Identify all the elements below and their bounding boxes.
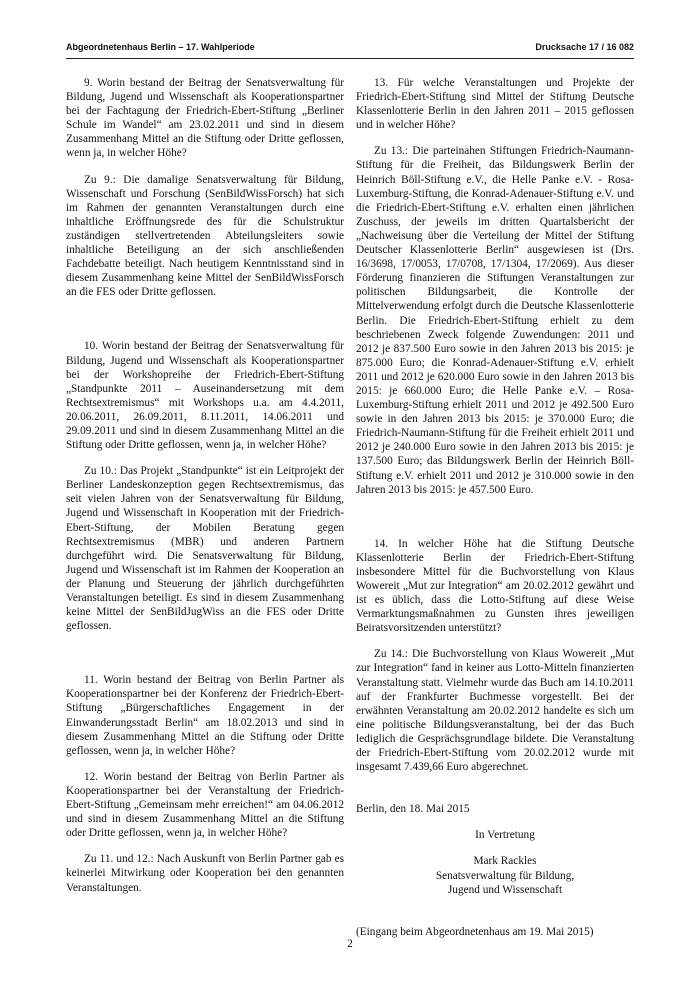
answer-13: Zu 13.: Die parteinahen Stiftungen Friedrich-Naumann-Stiftung für die Freiheit, das Bildungswerk Berlin der Heinrich Böll-Stiftung e.V., die Helle Panke e.V. - Rosa-Luxemburg-Stiftung, die Konrad-Adenauer-Stiftung e.V. und die Friedrich-Ebert-Stiftung e.V. erhalten einen jährlichen Zuschuss, der jeweils im dritten Quartalsbericht der „Nachweisung über die Verteilung der Mittel der Stiftung Deutscher Klassenlotterie Berlin“ ausgewiesen ist (Drs. 16/3698, 17/0053, 17/0708, 17/1304, 17/2069). Aus dieser Förderung finanzieren die Stiftungen Veranstaltungen zur politischen Bildungsarbeit, die Kontrolle der Mittelverwendung erfolgt durch die Deutsche Klassenlotterie Berlin. Die Friedrich-Ebert-Stiftung erhielt zu dem beschriebenen Zweck folgende Zuwendungen: 2011 und 2012 je 837.500 Euro sowie in den Jahren 2013 bis 2015: je 875.000 Euro; die Konrad-Adenauer-Stiftung e.V. erhielt 2011 und 2012 je 620.000 Euro sowie in den Jahren 2013 bis 2015: je 660.000 Euro; die Helle Panke e.V. – Rosa-Luxemburg-Stiftung erhielt 2011 und 2012 je 492.500 Euro sowie in den Jahren 2013 bis 2015: je 370.000 Euro; die Friedrich-Naumann-Stiftung für die Freiheit erhielt 2011 und 2012 je 240.000 Euro sowie in den Jahren 2013 bis 2015: je 137.500 Euro; das Bildungswerk Berlin der Heinrich Böll-Stiftung e.V. erhielt 2011 und 2012 je 310.000 sowie in den Jahren 2013 bis 2015: je 457.500 Euro. xyxy=(356,145,634,496)
signatory-name: Mark Rackles xyxy=(473,855,537,868)
answer-10: Zu 10.: Das Projekt „Standpunkte“ ist ein Leitprojekt der Berliner Landeskonzeption gegen Rechtsextremismus, das seit vielen Jahren von der Senatsverwaltung für Bildung, Jugend und Wissenschaft in Kooperation mit der Friedrich-Ebert-Stiftung, der Mobilen Beratung gegen Rechtsextremismus (MBR) und anderen Partnern durchgeführt wird. Die Senatsverwaltung für Bildung, Jugend und Wissenschaft ist im Rahmen der Kooperation an der Planung und Steuerung der jährlich durchgeführten Veranstaltungen beteiligt. Es sind in diesem Zusammenhang keine Mittel der SenBildJugWiss an die FES oder Dritte geflossen. xyxy=(66,465,344,633)
question-14: 14. In welcher Höhe hat die Stiftung Deutsche Klassenlotterie Berlin der Friedrich-Ebert-Stiftung insbesondere Mittel für die Buchvorstellung von Klaus Wowereit „Mut zur Integration“ am 20.02.2012 gewährt und ist es üblich, dass die Lotto-Stiftung auf diese Weise Vermarktungsmaßnahmen zu Gunsten ihres jeweiligen Beiratsvorsitzenden unterstützt? xyxy=(356,537,634,635)
left-column xyxy=(66,76,344,895)
date-line: Berlin, den 18. Mai 2015 xyxy=(356,803,470,816)
question-12: 12. Worin bestand der Beitrag von Berlin Partner als Kooperationspartner bei der Veranstaltung der Friedrich-Ebert-Stiftung „Gemeinsam mehr erreichen!“ am 04.06.2012 und sind in diesem Zusammenhang Mittel an die Stiftung oder Dritte geflossen, wenn ja, in welcher Höhe? xyxy=(66,770,344,840)
in-vertretung: In Vertretung xyxy=(475,829,535,842)
page-header xyxy=(66,42,634,54)
signatory-office-line2: Jugend und Wissenschaft xyxy=(447,883,563,896)
question-13: 13. Für welche Veranstaltungen und Projekte der Friedrich-Ebert-Stiftung sind Mittel der Stiftung Deutsche Klassenlotterie Berlin in den Jahren 2011 – 2015 geflossen und in welcher Höhe? xyxy=(356,77,634,132)
right-column xyxy=(356,76,634,939)
header-document-number: Drucksache 17 / 16 082 xyxy=(535,42,634,52)
received-note: (Eingang beim Abgeordnetenhaus am 19. Mai 2015) xyxy=(356,925,594,938)
question-11: 11. Worin bestand der Beitrag von Berlin Partner als Kooperationspartner bei der Konferenz der Friedrich-Ebert-Stiftung „Bürgerschaftliches Engagement in der Einwanderungsstadt Berlin“ am 18.02.2013 und sind in diesem Zusammenhang Mittel an die Stiftung oder Dritte geflossen, wenn ja, in welcher Höhe? xyxy=(66,674,344,757)
answer-9: Zu 9.: Die damalige Senatsverwaltung für Bildung, Wissenschaft und Forschung (SenBildWissForsch) hat sich im Rahmen der genannten Veranstaltungen durch eine inhaltliche Eröffnungsrede des für die Schulstruktur zuständigen stellvertretenden Abteilungsleiters sowie inhaltliche Beteiligung an der sich anschließenden Fachdebatte beteiligt. Nach heutigem Kenntnisstand sind in diesem Zusammenhang keine Mittel der SenBildWissForsch an die FES oder Dritte geflossen. xyxy=(66,173,344,299)
signatory-office-line1: Senatsverwaltung für Bildung, xyxy=(435,869,575,882)
answer-11-12: Zu 11. und 12.: Nach Auskunft von Berlin Partner gab es keinerlei Mitwirkung oder Kooperation bei den genannten Veranstaltungen. xyxy=(66,853,344,894)
question-10: 10. Worin bestand der Beitrag der Senatsverwaltung für Bildung, Jugend und Wissenschaft als Kooperationspartner bei der Workshopreihe der Friedrich-Ebert-Stiftung „Standpunkte 2011 – Auseinandersetzung mit dem Rechtsextremismus“ mit Workshops u.a. am 4.4.2011, 20.06.2011, 26.09.2011, 8.11.2011, 14.06.2011 und 29.09.2011 und sind in diesem Zusammenhang Mittel an die Stiftung oder Dritte geflossen, wenn ja, in welcher Höhe? xyxy=(66,340,344,452)
answer-14: Zu 14.: Die Buchvorstellung von Klaus Wowereit „Mut zur Integration“ fand in keiner aus Lotto-Mitteln finanzierten Veranstaltung statt. Vielmehr wurde das Buch am 14.10.2011 auf der Frankfurter Buchmesse vorgestellt. Bei der erwähnten Veranstaltung am 20.02.2012 handelte es sich um eine politische Bildungsveranstaltung, bei der das Buch lediglich die Gesprächsgrundlage bildete. Die Veranstaltung der Friedrich-Ebert-Stiftung vom 20.02.2012 wurde mit insgesamt 7.439,66 Euro abgerechnet. xyxy=(356,648,634,774)
signature-block xyxy=(356,828,634,896)
header-rule xyxy=(66,58,634,59)
question-9: 9. Worin bestand der Beitrag der Senatsverwaltung für Bildung, Jugend und Wissenschaft als Kooperationspartner bei der Fachtagung der Friedrich-Ebert-Stiftung „Berliner Schule im Wandel“ am 23.02.2011 und sind in diesem Zusammenhang Mittel an die Stiftung oder Dritte geflossen, wenn ja, in welcher Höhe? xyxy=(66,77,344,160)
header-parliament: Abgeordnetenhaus Berlin – 17. Wahlperiode xyxy=(66,42,255,52)
page-number: 2 xyxy=(347,938,353,950)
